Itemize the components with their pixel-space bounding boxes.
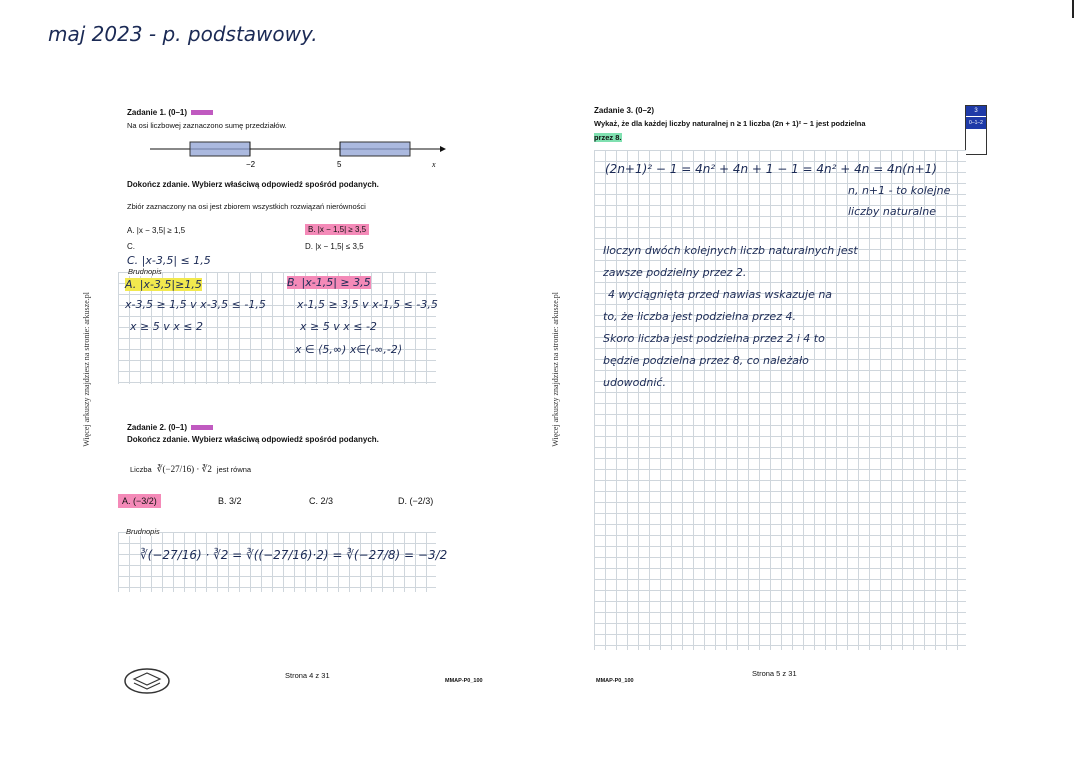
- task2-option-c: C. 2/3: [309, 496, 334, 506]
- interval-left: [190, 142, 250, 156]
- task1-option-a: A. |x − 3,5| ≥ 1,5: [127, 226, 186, 235]
- task3-statement-line1: Wykaż, że dla każdej liczby naturalnej n ≥ 1 liczba (2n + 1)² − 1 jest podzielna: [594, 119, 866, 128]
- task3-proof-p4: to, że liczba jest podzielna przez 4.: [603, 310, 796, 323]
- left-footer-code: MMAP-P0_100: [445, 678, 483, 684]
- task3-proof-p7: udowodnić.: [603, 376, 666, 389]
- cke-logo: [122, 666, 172, 696]
- right-footer-page: Strona 5 z 31: [752, 669, 797, 678]
- task3-proof-p3: 4 wyciągnięta przed nawias wskazuje na: [608, 288, 833, 301]
- task2-instruction: Dokończ zdanie. Wybierz właściwą odpowiedź spośród podanych.: [127, 435, 379, 444]
- task2-option-b: B. 3/2: [218, 496, 242, 506]
- task1-work-a1: x-3,5 ≥ 1,5 v x-3,5 ≤ -1,5: [125, 298, 266, 311]
- left-side-text: Więcej arkuszy znajdziesz na stronie: arkusze.pl: [82, 292, 91, 447]
- task3-proof-p6: będzie podzielna przez 8, co należało: [603, 354, 809, 367]
- task3-proof-p2: zawsze podzielny przez 2.: [603, 266, 747, 279]
- task3-work-line2: n, n+1 - to kolejne: [848, 184, 951, 197]
- task1-note-c: C. |x-3,5| ≤ 1,5: [127, 254, 211, 267]
- task1-question: Zbiór zaznaczony na osi jest zbiorem wszystkich rozwiązań nierówności: [127, 202, 366, 211]
- task1-instruction: Dokończ zdanie. Wybierz właściwą odpowiedź spośród podanych.: [127, 180, 379, 189]
- tick-label-minus2: −2: [246, 160, 256, 169]
- tick-label-5: 5: [337, 160, 342, 169]
- number-line: [150, 136, 450, 170]
- task3-title: Zadanie 3. (0–2): [594, 106, 655, 115]
- axis-arrow: [440, 146, 446, 152]
- score-marker: [191, 110, 213, 115]
- score-marker: [191, 425, 213, 430]
- axis-label-x: x: [432, 160, 436, 169]
- right-side-text: Więcej arkuszy znajdziesz na stronie: arkusze.pl: [551, 292, 560, 447]
- task1-brudnopis-label: Brudnopis: [128, 267, 162, 276]
- score-box-empty: [966, 129, 986, 154]
- right-footer-code: MMAP-P0_100: [596, 678, 634, 684]
- task3-answer-grid: [594, 150, 966, 650]
- task3-work-line1: (2n+1)² − 1 = 4n² + 4n + 1 − 1 = 4n² + 4n = 4n(n+1): [605, 162, 937, 176]
- score-box-range: 0–1–2: [966, 116, 986, 129]
- score-table: [965, 105, 987, 155]
- task1-work-b1: x-1,5 ≥ 3,5 v x-1,5 ≤ -3,5: [297, 298, 438, 311]
- task2-option-d: D. (−2/3): [398, 496, 434, 506]
- task2-option-a: A. (−3/2): [118, 494, 161, 508]
- task1-option-d: D. |x − 1,5| ≤ 3,5: [305, 242, 364, 251]
- task3-proof-p1: Iloczyn dwóch kolejnych liczb naturalnych jest: [603, 244, 858, 257]
- page-title: maj 2023 - p. podstawowy.: [48, 22, 318, 46]
- task1-work-b3: x ∈ ⟨5,∞) x∈(-∞,-2⟩: [295, 343, 403, 356]
- task3-proof-p5: Skoro liczba jest podzielna przez 2 i 4 to: [603, 332, 825, 345]
- task2-question: Liczba ∛(−27/16) · ∛2 jest równa: [130, 464, 252, 474]
- task2-work: ∛(−27/16) · ∛2 = ∛((−27/16)·2) = ∛(−27/8) = −3/2: [140, 548, 448, 562]
- task1-note-a: A. |x-3,5|≥1,5: [125, 278, 202, 291]
- left-footer-page: Strona 4 z 31: [285, 671, 330, 680]
- task2-brudnopis-label: Brudnopis: [126, 527, 160, 536]
- task3-work-line3: liczby naturalne: [848, 205, 936, 218]
- task1-note-b: B. |x-1,5| ≥ 3,5: [287, 276, 371, 289]
- task1-option-c: C.: [127, 242, 135, 251]
- task1-work-a2: x ≥ 5 v x ≤ 2: [130, 320, 203, 333]
- task1-intro: Na osi liczbowej zaznaczono sumę przedziałów.: [127, 121, 287, 130]
- task3-statement-line2: przez 8.: [594, 133, 622, 142]
- score-box-number: 3: [966, 106, 986, 116]
- edge-mark: [1072, 0, 1074, 18]
- task2-title: Zadanie 2. (0–1): [127, 423, 213, 432]
- interval-right: [340, 142, 410, 156]
- task1-work-b2: x ≥ 5 v x ≤ -2: [300, 320, 377, 333]
- task1-option-b: B. |x − 1,5| ≥ 3,5: [305, 224, 369, 235]
- task1-title: Zadanie 1. (0–1): [127, 108, 213, 117]
